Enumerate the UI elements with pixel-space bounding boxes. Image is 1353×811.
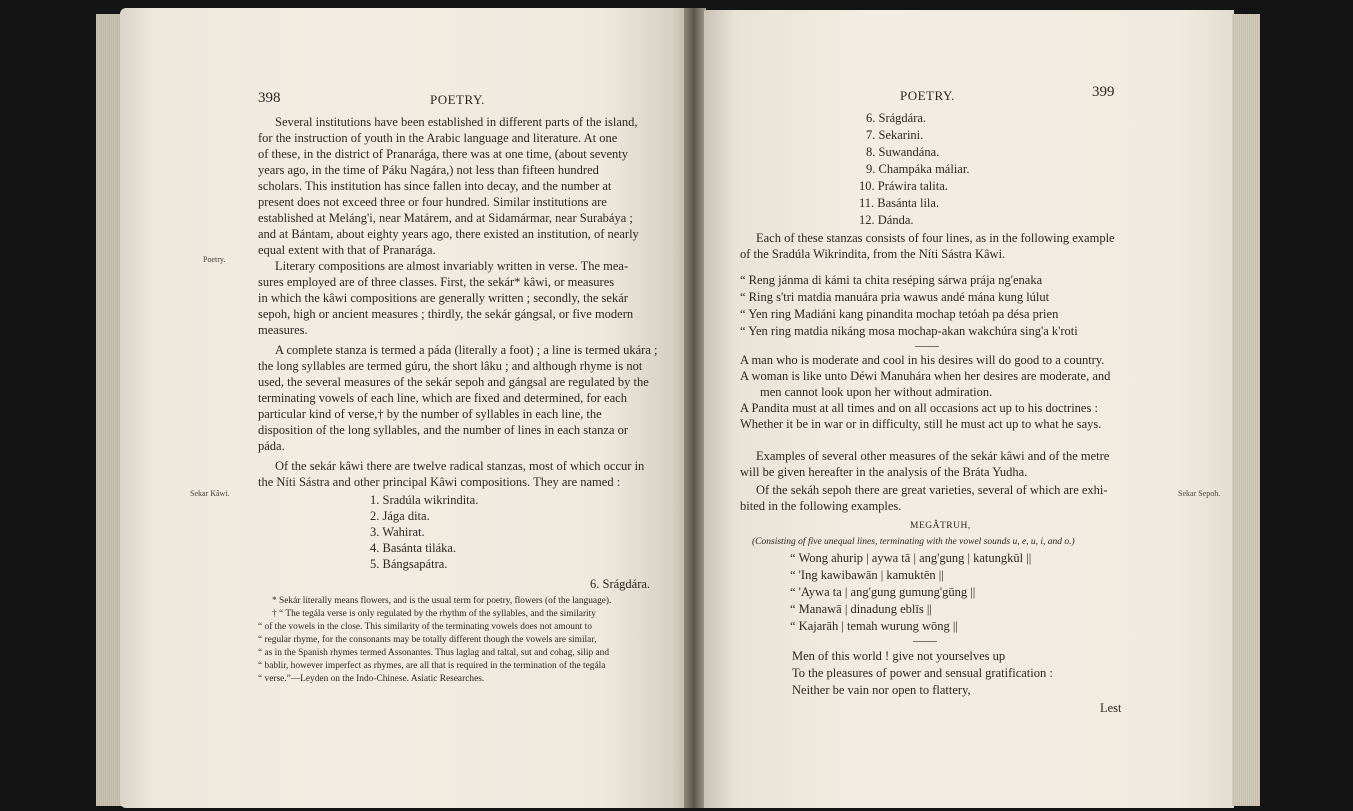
text-line: sepoh, high or ancient measures ; thirdly, the sekár gángsal, or five modern xyxy=(258,307,634,321)
footnote-line: “ of the vowels in the close. This similarity of the terminating vowels does not amount to xyxy=(258,622,592,632)
text-line: disposition of the long syllables, and the number of lines in each stanza or xyxy=(258,423,629,437)
divider-rule xyxy=(915,346,939,347)
text-line: in which the kâwi compositions are generally written ; secondly, the sekár xyxy=(258,291,628,305)
verse-line: To the pleasures of power and sensual gratification : xyxy=(792,666,1053,680)
text-line: Literary compositions are almost invariably written in verse. The mea- xyxy=(275,259,629,273)
text-line: of these, in the district of Pranarága, there was at one time, (about seventy xyxy=(258,147,629,161)
verse-line: Men of this world ! give not yourselves up xyxy=(792,649,1006,663)
metre-title: MEGÂTRUH, xyxy=(910,521,971,531)
book-gutter xyxy=(684,8,706,808)
divider-rule xyxy=(913,641,937,642)
verse-line: “ Manawā | dinadung eblīs || xyxy=(790,602,932,616)
text-line: the Níti Sástra and other principal Kâwi compositions. They are named : xyxy=(258,475,621,489)
margin-note-poetry: Poetry. xyxy=(203,255,226,264)
footnote-line: “ bablir, however imperfect as rhymes, are all that is required in the termination of the tegála xyxy=(258,661,606,671)
verse-line: “ 'Aywa ta | ang'gung gumung'gūng || xyxy=(790,585,976,599)
text-line: A woman is like unto Déwi Manuhára when her desires are moderate, and xyxy=(740,369,1111,383)
running-head-left: POETRY. xyxy=(430,92,485,107)
list-item: 2. Jága dita. xyxy=(370,509,430,523)
list-item: 7. Sekarini. xyxy=(866,128,924,142)
verse-line: “ Reng jánma di kámi ta chita reséping sárwa prája ng'enaka xyxy=(740,273,1043,287)
list-item: 8. Suwandána. xyxy=(866,145,940,159)
text-line: Of the sekár kâwi there are twelve radical stanzas, most of which occur in xyxy=(275,459,645,473)
text-line: established at Meláng'i, near Matárem, and at Sidamármar, near Surabáya ; xyxy=(258,211,633,225)
text-line: Each of these stanzas consists of four lines, as in the following example xyxy=(756,231,1115,245)
list-item: 12. Dánda. xyxy=(859,213,914,227)
text-line: scholars. This institution has since fallen into decay, and the number at xyxy=(258,179,612,193)
footnote-line: * Sekár literally means flowers, and is the usual term for poetry, flowers (of the language). xyxy=(272,596,612,606)
verse-line: “ Wong ahurip | aywa tā | ang'gung | katungkūl || xyxy=(790,551,1032,565)
text-line: páda. xyxy=(258,439,285,453)
list-item: 5. Bángsapátra. xyxy=(370,557,448,571)
footnote-line: † “ The tegála verse is only regulated by the rhythm of the syllables, and the similarity xyxy=(272,609,596,619)
verse-line: “ Yen ring matdia nikáng mosa mochap-akan wakchúra sing'a k'roti xyxy=(740,324,1078,338)
verse-line: “ Yen ring Madiáni kang pinandita mochap tetóah pa désa prien xyxy=(740,307,1059,321)
text-line: and at Bántam, about eighty years ago, there existed an institution, of nearly xyxy=(258,227,639,241)
text-line: the long syllables are termed gúru, the short lâku ; and although rhyme is not xyxy=(258,359,643,373)
text-line: sures employed are of three classes. First, the sekár* kâwi, or measures xyxy=(258,275,615,289)
verse-line: “ Kajarāh | temah wurung wōng || xyxy=(790,619,958,633)
list-item: 1. Sradúla wikrindita. xyxy=(370,493,479,507)
text-line: terminating vowels of each line, which are fixed and determined, for each xyxy=(258,391,627,405)
list-item: 10. Práwira talita. xyxy=(859,179,948,193)
margin-note-sekar-kawi: Sekar Kâwi. xyxy=(190,489,230,498)
right-page-edges xyxy=(1232,14,1260,806)
text-line: measures. xyxy=(258,323,308,337)
text-line: A man who is moderate and cool in his desires will do good to a country. xyxy=(740,353,1105,367)
text-line: particular kind of verse,† by the number of syllables in each line, the xyxy=(258,407,602,421)
catchword-left: 6. Srágdára. xyxy=(590,577,651,591)
running-head-right: POETRY. xyxy=(900,88,955,103)
text-line: for the instruction of youth in the Arabic language and literature. At one xyxy=(258,131,618,145)
text-line: A Pandita must at all times and on all occasions act up to his doctrines : xyxy=(740,401,1098,415)
list-item: 3. Wahirat. xyxy=(370,525,425,539)
text-line: A complete stanza is termed a páda (literally a foot) ; a line is termed ukára ; xyxy=(275,343,658,357)
page-number-right: 399 xyxy=(1092,84,1115,100)
text-line: of the Sradúla Wikrindita, from the Níti Sástra Kâwi. xyxy=(740,247,1006,261)
text-line: Several institutions have been established in different parts of the island, xyxy=(275,115,638,129)
verse-line: Neither be vain nor open to flattery, xyxy=(792,683,971,697)
text-line: used, the several measures of the sekár sepoh and gángsal are regulated by the xyxy=(258,375,649,389)
text-line: Whether it be in war or in difficulty, still he must act up to what he says. xyxy=(740,417,1102,431)
catchword-right: Lest xyxy=(1100,701,1122,715)
text-line: Of the sekáh sepoh there are great varieties, several of which are exhi- xyxy=(756,483,1108,497)
footnote-line: “ as in the Spanish rhymes termed Assonantes. Thus laglag and taltal, sut and cohag, silip and xyxy=(258,648,610,658)
text-line: men cannot look upon her without admiration. xyxy=(760,385,993,399)
list-item: 4. Basánta tiláka. xyxy=(370,541,457,555)
text-line: equal extent with that of Pranarága. xyxy=(258,243,436,257)
text-line: will be given hereafter in the analysis of the Bráta Yudha. xyxy=(740,465,1028,479)
text-line: years ago, in the time of Páku Nagára,) not less than fifteen hundred xyxy=(258,163,599,177)
page-number-left: 398 xyxy=(258,90,281,106)
text-line: Examples of several other measures of the sekár kâwi and of the metre xyxy=(756,449,1110,463)
list-item: 6. Srágdára. xyxy=(866,111,927,125)
list-item: 11. Basánta lila. xyxy=(859,196,940,210)
margin-note-sekar-sepoh: Sekar Sepoh. xyxy=(1178,489,1221,498)
verse-line: “ Ring s'tri matdia manuára pria wawus andé mána kung lúlut xyxy=(740,290,1050,304)
list-item: 9. Champáka máliar. xyxy=(866,162,970,176)
text-line: bited in the following examples. xyxy=(740,499,902,513)
footnote-line: “ regular rhyme, for the consonants may be totally different though the vowels are similar, xyxy=(258,635,597,645)
footnote-line: “ verse.”—Leyden on the Indo-Chinese. Asiatic Researches. xyxy=(258,674,485,684)
metre-description: (Consisting of five unequal lines, terminating with the vowel sounds u, e, u, i, and o.) xyxy=(752,537,1075,547)
verse-line: “ 'Ing kawibawān | kamuktēn || xyxy=(790,568,944,582)
text-line: present does not exceed three or four hundred. Similar institutions are xyxy=(258,195,607,209)
